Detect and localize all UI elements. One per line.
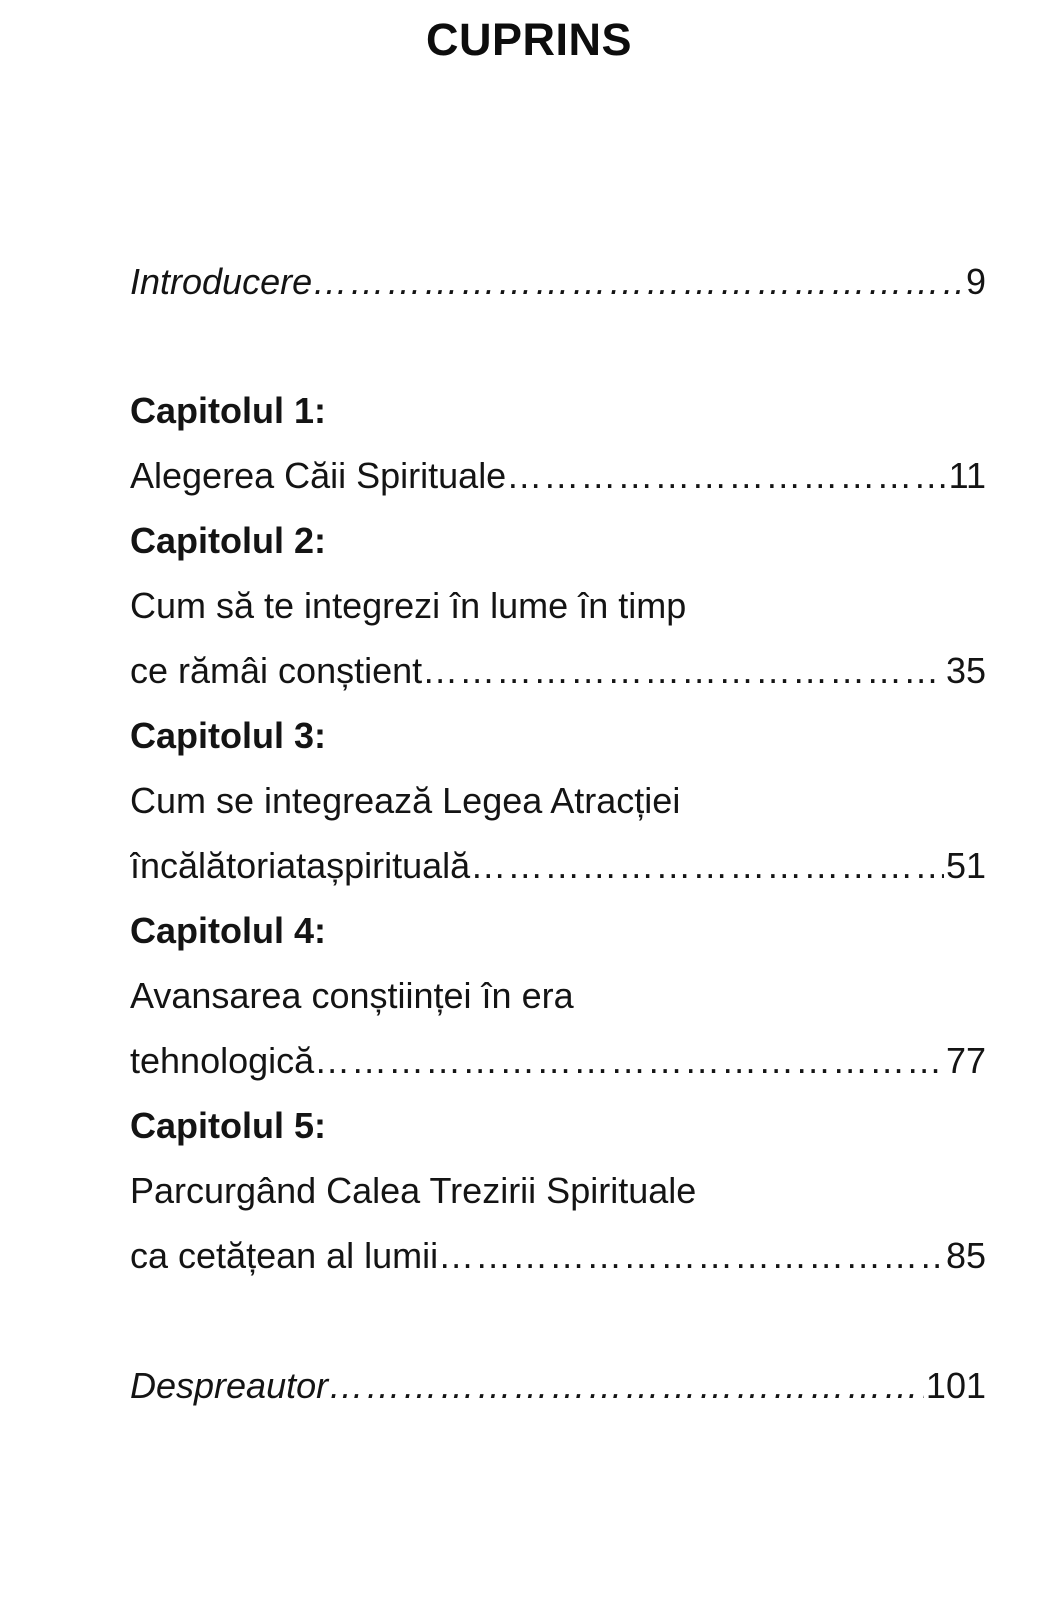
toc-entry-text: ca cetățean al lumii [130, 1235, 439, 1276]
toc-page-number: 11 [948, 455, 986, 496]
chapter-heading-3: Capitolul 3: [130, 715, 326, 756]
toc-entry-chapter-2-line-1: Cum să te integrezi în lume în timp [130, 585, 687, 626]
toc-leader-dots [422, 645, 944, 697]
toc-entry-text: Despreautor [130, 1365, 329, 1406]
toc-page-number: 101 [925, 1365, 986, 1406]
toc-page-number: 51 [945, 845, 986, 886]
toc-entry-about-author [130, 1360, 986, 1412]
toc-leader-dots [438, 1230, 944, 1282]
chapter-heading-4: Capitolul 4: [130, 910, 326, 951]
toc-entry-chapter-5-line-1: Parcurgând Calea Trezirii Spirituale [130, 1170, 697, 1211]
toc-entry-text: Introducere [130, 261, 313, 302]
toc-entry-text: încălătoriatașpirituală [130, 845, 471, 886]
toc-leader-dots [328, 1360, 924, 1412]
toc-page-number: 77 [945, 1040, 986, 1081]
toc-entry-text: Alegerea Căii Spirituale [130, 455, 507, 496]
toc-leader-dots [314, 1035, 944, 1087]
toc-entry-chapter-3-line-1: Cum se integrează Legea Atracției [130, 780, 681, 821]
toc-entry-text: ce rămâi conștient [130, 650, 423, 691]
toc-entry-chapter-2 [130, 645, 986, 697]
toc-leader-dots [506, 450, 946, 502]
toc-entry-chapter-4 [130, 1035, 986, 1087]
toc-entry-chapter-5 [130, 1230, 986, 1282]
toc-page-number: 35 [945, 650, 986, 691]
toc-entry-chapter-3 [130, 840, 986, 892]
toc-page-number: 9 [965, 261, 986, 302]
chapter-heading-2: Capitolul 2: [130, 520, 326, 561]
toc-leader-dots [470, 840, 944, 892]
toc-entry-text: tehnologică [130, 1040, 315, 1081]
toc-leader-dots [312, 256, 964, 308]
toc-entry-chapter-1 [130, 450, 986, 502]
chapter-heading-1: Capitolul 1: [130, 390, 326, 431]
page-title: CUPRINS [425, 14, 633, 65]
chapter-heading-5: Capitolul 5: [130, 1105, 326, 1146]
toc-entry-chapter-4-line-1: Avansarea conștiinței în era [130, 975, 574, 1016]
toc-entry-introduction [130, 256, 986, 308]
toc-page-number: 85 [945, 1235, 986, 1276]
